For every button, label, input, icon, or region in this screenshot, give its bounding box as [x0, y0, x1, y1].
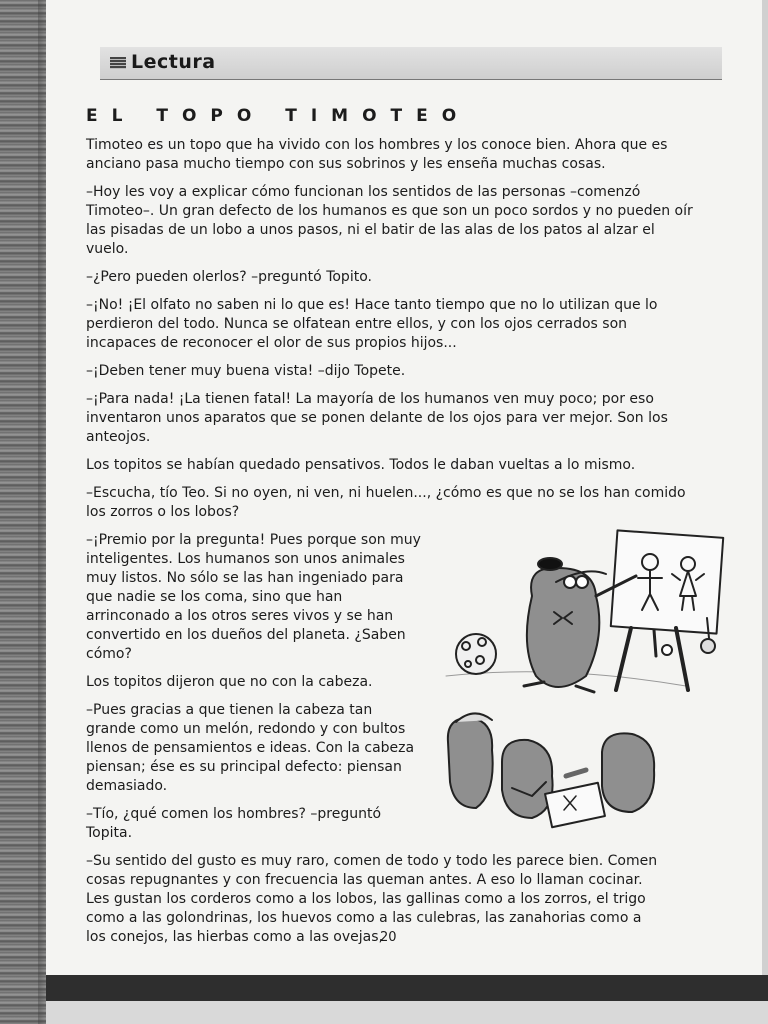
paragraph: –¡Deben tener muy buena vista! –dijo Topete.: [86, 363, 406, 379]
paragraph: –¡No! ¡El olfato no saben ni lo que es! Hace tanto tiempo que no lo utilizan que lo perdieron del todo. Nunca se olfatean entre ellos, y con los ojos cerrados son incapaces de reconocer el olor de sus propios hijos...: [86, 297, 658, 351]
paragraph: Los topitos se habían quedado pensativos. Todos le daban vueltas a lo mismo.: [86, 457, 636, 473]
moles-painting-illustration: [436, 526, 728, 832]
paragraph: –¡Premio por la pregunta! Pues porque son muy inteligentes. Los humanos son unos animales muy listos. No sólo se las han ingeniado para que nadie se los coma, sino que han arrinconado a los otros seres vivos y se han convertido en los dueños del planeta. ¿Saben cómo?: [86, 532, 421, 662]
scan-bottom-strip: [46, 1001, 768, 1024]
student-moles-icon: [448, 713, 654, 827]
paragraph: –¿Pero pueden olerlos? –preguntó Topito.: [86, 269, 372, 285]
paragraph: –Escucha, tío Teo. Si no oyen, ni ven, ni huelen..., ¿cómo es que no se los han comido los zorros o los lobos?: [86, 485, 686, 520]
section-header: [100, 47, 722, 80]
section-icon: [110, 57, 126, 69]
ball-icon: [456, 634, 496, 674]
paragraph: –Hoy les voy a explicar cómo funcionan los sentidos de las personas –comenzó Timoteo–. Un gran defecto de los humanos es que son un poco sordos y no pueden oír las pisadas de un lobo a unos pasos, ni el batir de las alas de los patos al alzar el vuelo.: [86, 184, 693, 257]
paragraph: –¡Para nada! ¡La tienen fatal! La mayoría de los humanos ven muy poco; por eso inventaron unos aparatos que se ponen delante de los ojos para ver mejor. Son los anteojos.: [86, 391, 668, 445]
story-title: EL TOPO TIMOTEO: [86, 106, 471, 126]
paragraph: Timoteo es un topo que ha vivido con los hombres y los conoce bien. Ahora que es anciano pasa mucho tiempo con sus sobrinos y les enseña muchas cosas.: [86, 137, 668, 172]
easel-icon: [611, 530, 723, 690]
paragraph: –Su sentido del gusto es muy raro, comen de todo y todo les parece bien. Comen cosas repugnantes y con frecuencia las queman antes. A eso lo llaman cocinar. Les gustan los corderos como a los lobos, las gallinas como a los zorros, el trigo como a las golondrinas, los huevos como a las culebras, las zanahorias como a los conejos, las hierbas como a las ovejas,: [86, 853, 658, 945]
scan-right-edge: [762, 0, 768, 1024]
paragraph: –Tío, ¿qué comen los hombres? –preguntó Topita.: [86, 806, 382, 841]
paragraph: Los topitos dijeron que no con la cabeza.: [86, 674, 373, 690]
scan-bottom-band: [46, 975, 768, 1001]
page-number: 20: [380, 930, 397, 945]
section-label: Lectura: [131, 51, 216, 73]
scan-shadow-edge: [0, 0, 46, 1024]
paragraph: –Pues gracias a que tienen la cabeza tan grande como un melón, redondo y con bultos llenos de pensamientos e ideas. Con la cabeza piensan; ése es su principal defecto: piensan demasiado.: [86, 702, 415, 794]
